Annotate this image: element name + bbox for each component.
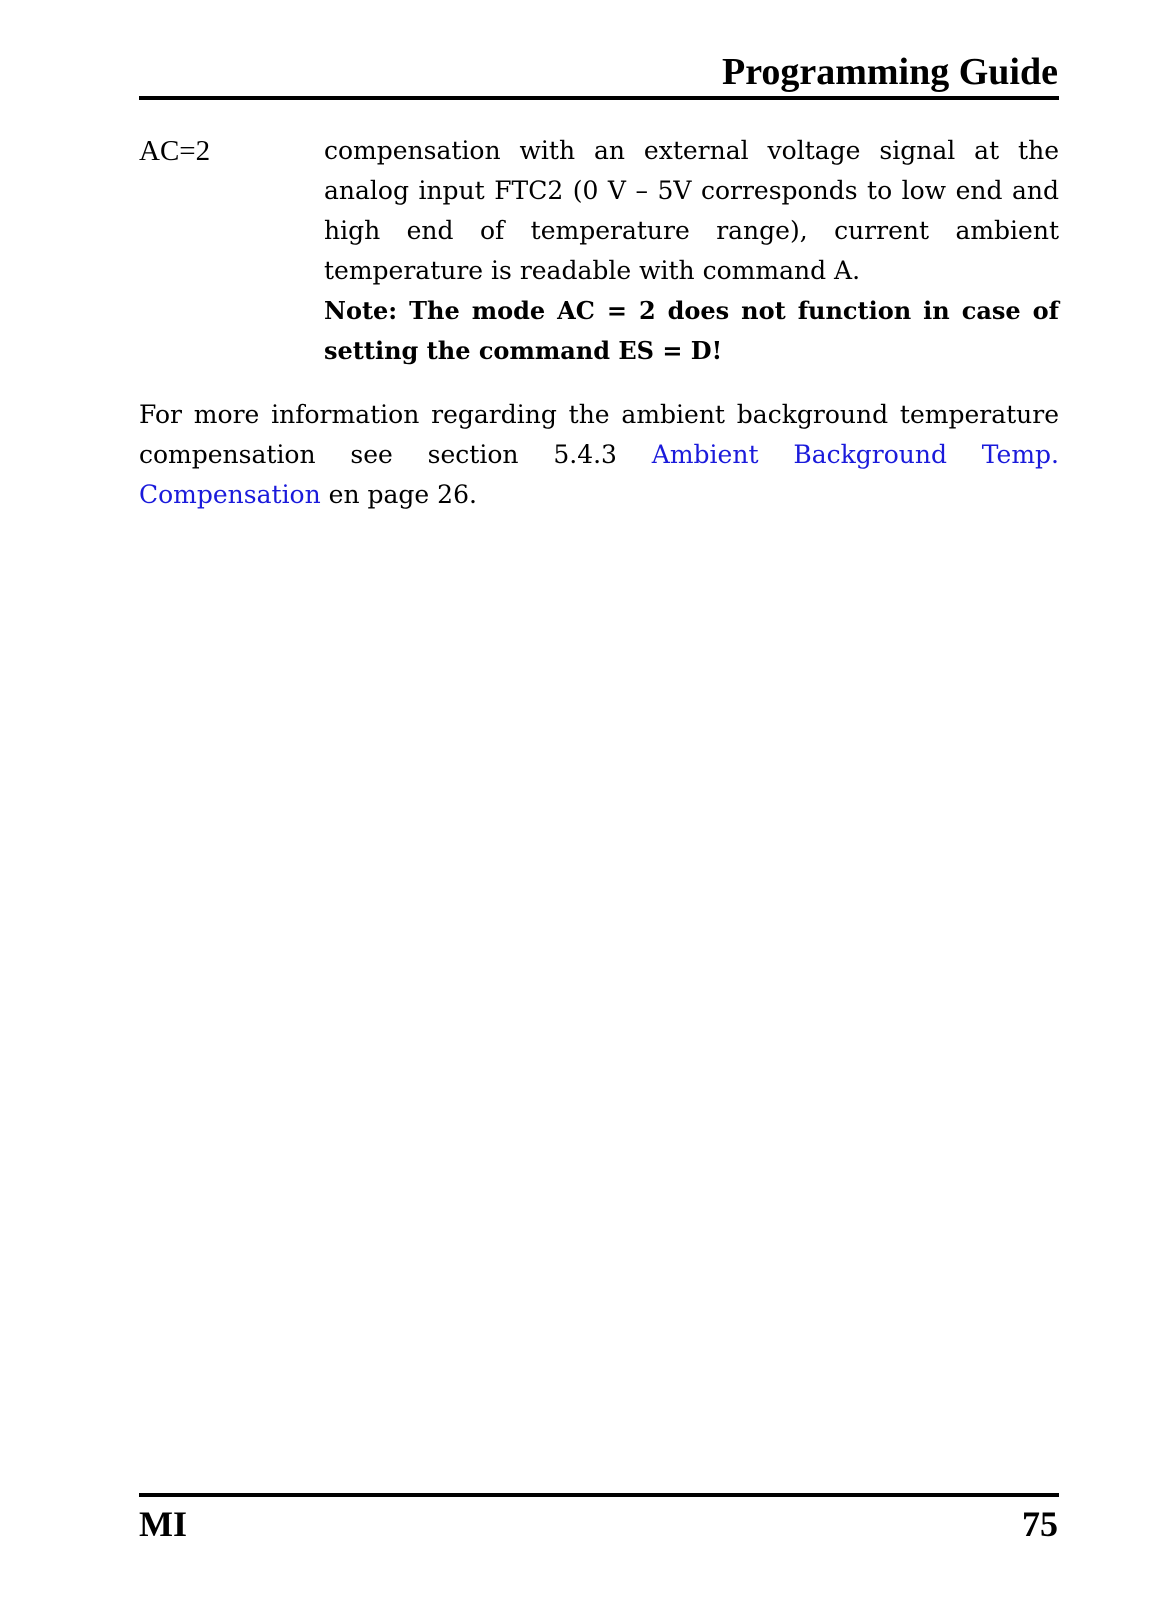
running-header-title: Programming Guide [721,51,1058,93]
footer-section-label: MI [139,1504,187,1544]
entry-term: AC=2 [139,135,211,167]
footer-rule [139,1493,1059,1497]
entry-description-block [324,131,1059,371]
entry-note: Note: The mode AC = 2 does not function in case of setting the command ES = D! [324,296,1059,365]
paragraph-text-before: For more information regarding the ambient background temperature compensation see section 5.4.3 [139,400,1059,469]
body-paragraph [139,395,1059,515]
cross-reference-link[interactable]: Ambient Background Temp. Compensation [139,440,1059,509]
header-rule [139,96,1059,100]
entry-description: compensation with an external voltage signal at the analog input FTC2 (0 V – 5V corresponds to low end and high end of temperature range), current ambient temperature is readable with command A. [324,136,1059,285]
paragraph-text-after: en page 26. [320,480,477,509]
page-number: 75 [1022,1504,1058,1544]
definition-entry [139,131,1059,371]
